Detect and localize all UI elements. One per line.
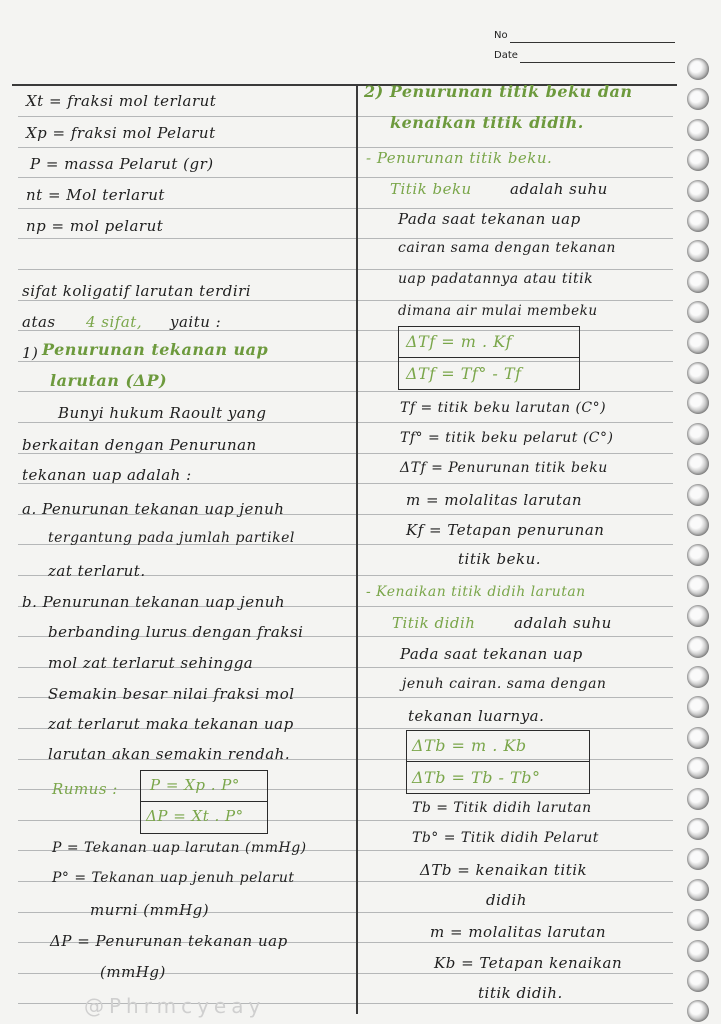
ruled-line	[18, 208, 673, 209]
formula-box-dtf-divider	[399, 357, 579, 358]
note-raoult-2: berkaitan dengan Penurunan	[22, 436, 257, 454]
ruled-line	[18, 820, 673, 821]
note-p: P = massa Pelarut (gr)	[30, 155, 214, 173]
note-td-3: jenuh cairan. sama dengan	[402, 676, 607, 692]
column-divider	[356, 84, 358, 1014]
note-4-sifat: 4 sifat,	[86, 313, 143, 331]
def-tb0: Tb° = Titik didih Pelarut	[412, 830, 599, 846]
note-np: np = mol pelarut	[26, 217, 164, 235]
term-titik-beku: Titik beku	[390, 180, 472, 198]
def-p0: P° = Tekanan uap jenuh pelarut	[52, 870, 295, 886]
note-b-4: Semakin besar nilai fraksi mol	[48, 685, 295, 703]
note-b-5: zat terlarut maka tekanan uap	[48, 715, 294, 733]
def-dtf: ΔTf = Penurunan titik beku	[400, 460, 608, 476]
def-m-2: m = molalitas larutan	[430, 923, 607, 941]
heading-number-1: 1)	[22, 344, 39, 362]
ruled-line	[18, 422, 673, 423]
watermark: @Phrmcyeay	[84, 994, 266, 1018]
binding-hole	[687, 301, 709, 323]
binding-hole	[687, 210, 709, 232]
binding-hole	[687, 727, 709, 749]
note-sifat: sifat koligatif larutan terdiri	[22, 282, 252, 300]
binding-hole	[687, 818, 709, 840]
binding-hole	[687, 484, 709, 506]
note-td-4: tekanan luarnya.	[408, 707, 545, 725]
ruled-line	[18, 269, 673, 270]
note-tb-4: uap padatannya atau titik	[398, 271, 594, 287]
binding-hole	[687, 544, 709, 566]
note-td-adalah: adalah suhu	[514, 614, 612, 632]
def-kb-cont: titik didih.	[478, 984, 563, 1002]
formula-box-dp-divider	[141, 801, 267, 802]
binding-hole	[687, 149, 709, 171]
ruled-line	[18, 177, 673, 178]
binding-hole	[687, 88, 709, 110]
note-a-3: zat terlarut.	[48, 562, 146, 580]
sub-penurunan-titik-beku: - Penurunan titik beku.	[366, 149, 553, 167]
binding-hole	[687, 514, 709, 536]
sub-kenaikan-titik-didih: - Kenaikan titik didih larutan	[366, 584, 586, 600]
def-p0-cont: murni (mmHg)	[90, 901, 210, 919]
note-tb-adalah: adalah suhu	[510, 180, 608, 198]
def-dtb: ΔTb = kenaikan titik	[420, 861, 588, 879]
date-label: Date	[494, 50, 518, 61]
binding-hole	[687, 940, 709, 962]
binding-hole	[687, 970, 709, 992]
note-td-2: Pada saat tekanan uap	[400, 645, 583, 663]
def-dtb-cont: didih	[486, 891, 527, 909]
formula-dtb-1: ΔTb = m . Kb	[412, 736, 527, 755]
def-kb: Kb = Tetapan kenaikan	[434, 954, 623, 972]
note-xt: Xt = fraksi mol terlarut	[26, 92, 217, 110]
date-line	[520, 62, 675, 63]
binding-hole	[687, 696, 709, 718]
note-b-3: mol zat terlarut sehingga	[48, 654, 254, 672]
formula-dtf-2: ΔTf = Tf° - Tf	[406, 364, 522, 383]
formula-p: P = Xp . P°	[150, 776, 240, 794]
binding-hole	[687, 757, 709, 779]
note-tb-2: Pada saat tekanan uap	[398, 210, 581, 228]
def-dp-cont: (mmHg)	[100, 963, 166, 981]
note-xp: Xp = fraksi mol Pelarut	[26, 124, 216, 142]
binding-hole	[687, 58, 709, 80]
note-raoult-1: Bunyi hukum Raoult yang	[58, 404, 267, 422]
binding-hole	[687, 332, 709, 354]
heading-larutan-dp: larutan (ΔP)	[50, 371, 168, 390]
note-tb-3: cairan sama dengan tekanan	[398, 240, 616, 256]
def-dp: ΔP = Penurunan tekanan uap	[50, 932, 288, 950]
binding-hole	[687, 879, 709, 901]
note-b-2: berbanding lurus dengan fraksi	[48, 623, 304, 641]
binding-hole	[687, 180, 709, 202]
formula-dtf-1: ΔTf = m . Kf	[406, 332, 513, 351]
binding-hole	[687, 423, 709, 445]
note-atas: atas	[22, 313, 56, 331]
note-b-1: b. Penurunan tekanan uap jenuh	[22, 593, 286, 611]
note-raoult-3: tekanan uap adalah :	[22, 466, 192, 484]
def-kf-cont: titik beku.	[458, 550, 542, 568]
def-tf0: Tf° = titik beku pelarut (C°)	[400, 430, 614, 446]
note-a-1: a. Penurunan tekanan uap jenuh	[22, 500, 285, 518]
binding-hole	[687, 1000, 709, 1022]
heading-penurunan-tekanan: Penurunan tekanan uap	[42, 340, 269, 359]
rumus-label: Rumus :	[52, 780, 118, 798]
def-tb: Tb = Titik didih larutan	[412, 800, 592, 816]
formula-dp: ΔP = Xt . P°	[146, 807, 244, 825]
note-a-2: tergantung pada jumlah partikel	[48, 530, 295, 546]
note-tb-5: dimana air mulai membeku	[398, 303, 598, 319]
binding-hole	[687, 392, 709, 414]
note-yaitu: yaitu :	[170, 313, 222, 331]
formula-box-dtb-divider	[407, 761, 589, 762]
binding-hole	[687, 453, 709, 475]
binding-hole	[687, 240, 709, 262]
def-kf: Kf = Tetapan penurunan	[406, 521, 605, 539]
heading-kenaikan-titik-didih: kenaikan titik didih.	[390, 113, 584, 132]
ruled-line	[18, 147, 673, 148]
binding-hole	[687, 909, 709, 931]
def-tf: Tf = titik beku larutan (C°)	[400, 400, 607, 416]
formula-dtb-2: ΔTb = Tb - Tb°	[412, 768, 541, 787]
binding-hole	[687, 119, 709, 141]
binding-hole	[687, 271, 709, 293]
term-titik-didih: Titik didih	[392, 614, 476, 632]
binding-hole	[687, 362, 709, 384]
ruled-line	[18, 391, 673, 392]
binding-hole	[687, 788, 709, 810]
binding-hole	[687, 605, 709, 627]
no-label: No	[494, 30, 508, 41]
binding-hole	[687, 848, 709, 870]
def-p: P = Tekanan uap larutan (mmHg)	[52, 840, 307, 856]
heading-penurunan-titik-beku: 2) Penurunan titik beku dan	[364, 82, 633, 101]
binding-hole	[687, 575, 709, 597]
def-m: m = molalitas larutan	[406, 491, 583, 509]
binding-hole	[687, 636, 709, 658]
no-line	[510, 42, 675, 43]
note-b-6: larutan akan semakin rendah.	[48, 745, 291, 763]
binding-hole	[687, 666, 709, 688]
note-nt: nt = Mol terlarut	[26, 186, 165, 204]
